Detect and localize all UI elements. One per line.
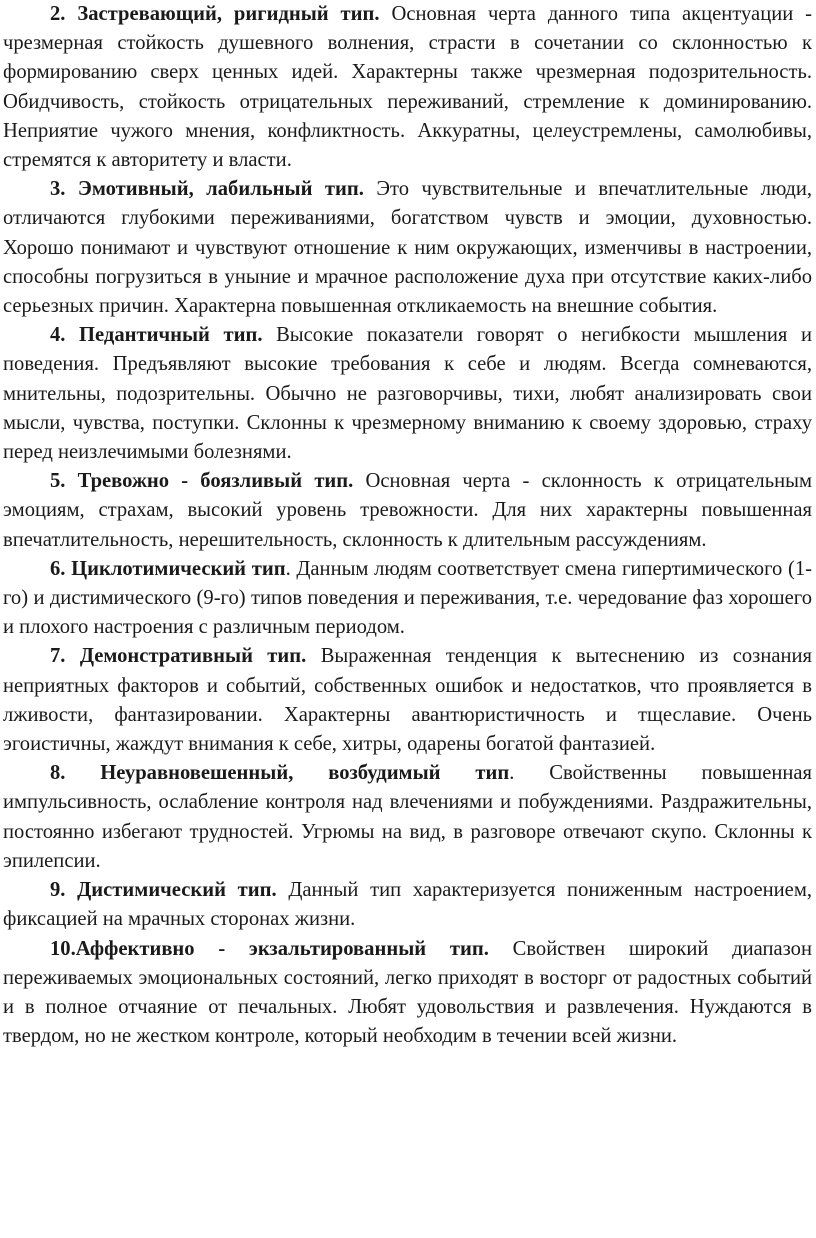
paragraph-heading: 8. Неуравновешенный, возбудимый тип xyxy=(50,762,510,785)
paragraph-type-2 xyxy=(3,0,812,175)
paragraph-heading: 2. Застревающий, ригидный тип. xyxy=(50,3,380,25)
paragraph-type-10 xyxy=(3,935,812,1052)
paragraph-type-6 xyxy=(3,555,812,643)
paragraph-body: . Данным людям соответствует смена гипертимического (1-го) и дистимического (9-го) типов поведения и переживания, т.е. чередование фаз хорошего и плохого настроения с различным периодом. xyxy=(3,557,812,639)
paragraph-body: Основная черта - склонность к отрицательным эмоциям, страхам, высокий уровень тревожности. Для них характерны повышенная впечатлительность, нерешительность, склонность к длительным рассуждениям. xyxy=(3,470,812,551)
paragraph-type-4 xyxy=(3,321,812,467)
paragraph-type-7 xyxy=(3,642,812,759)
paragraph-body: Высокие показатели говорят о негибкости мышления и поведения. Предъявляют высокие требования к себе и людям. Всегда сомневаются, мнительны, подозрительны. Обычно не разговорчивы, тихи, любят анализировать свои мысли, чувства, поступки. Склонны к чрезмерному вниманию к своему здоровью, страху перед неизлечимыми болезнями. xyxy=(3,324,812,464)
paragraph-body: Данный тип характеризуется пониженным настроением, фиксацией на мрачных сторонах жизни. xyxy=(3,879,813,931)
paragraph-body: Основная черта данного типа акцентуации - чрезмерная стойкость душевного волнения, страсти в сочетании со склонностью к формированию сверх ценных идей. Характерны также чрезмерная подозрительность. Обидчивость, стойкость отрицательных переживаний, стремление к доминированию. Неприятие чужого мнения, конфликтность. Аккуратны, целеустремлены, самолюбивы, стремятся к авторитету и власти. xyxy=(3,3,812,172)
paragraph-type-9 xyxy=(3,876,812,934)
paragraph-type-5 xyxy=(3,467,812,555)
paragraph-type-8 xyxy=(3,759,812,876)
paragraph-body: Свойствен широкий диапазон переживаемых эмоциональных состояний, легко приходят в восторг от радостных событий и в полное отчаяние от печальных. Любят удовольствия и развлечения. Нуждаются в твердом, но не жестком контроле, который необходим в течении всей жизни. xyxy=(3,937,812,1048)
paragraph-heading: 7. Демонстративный тип. xyxy=(50,645,307,668)
paragraph-heading: 3. Эмотивный, лабильный тип. xyxy=(50,178,364,201)
paragraph-body: . Свойственны повышенная импульсивность, ослабление контроля над влечениями и побуждениями. Раздражительны, постоянно избегают трудностей. Угрюмы на вид, в разговоре отвечают скупо. Склонны к эпилепсии. xyxy=(3,762,813,872)
paragraph-heading: 6. Циклотимический тип xyxy=(50,557,286,580)
paragraph-heading: 10.Аффективно - экзальтированный тип. xyxy=(50,937,489,960)
paragraph-heading: 5. Тревожно - боязливый тип. xyxy=(50,470,354,493)
paragraph-heading: 4. Педантичный тип. xyxy=(50,324,263,347)
paragraph-body: Это чувствительные и впечатлительные люди, отличаются глубокими переживаниями, богатством чувств и эмоции, духовностью. Хорошо понимают и чувствуют отношение к ним окружающих, изменчивы в настроении, способны погрузиться в уныние и мрачное расположение духа при отсутствие каких-либо серьезных причин. Характерна повышенная откликаемость на внешние события. xyxy=(3,178,812,318)
paragraph-body: Выраженная тенденция к вытеснению из сознания неприятных факторов и событий, собственных ошибок и недостатков, что проявляется в лживости, фантазировании. Характерны авантюристичность и тщеславие. Очень эгоистичны, жаждут внимания к себе, хитры, одарены богатой фантазией. xyxy=(3,645,812,756)
paragraph-type-3 xyxy=(3,175,812,321)
paragraph-heading: 9. Дистимический тип. xyxy=(50,879,277,902)
